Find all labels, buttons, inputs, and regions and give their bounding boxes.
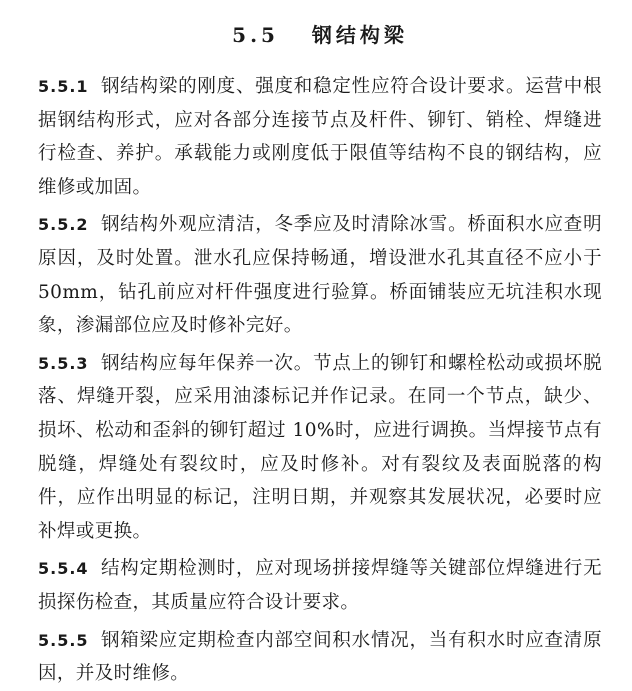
clause-5-5-2 (38, 208, 602, 342)
clause-number: 5.5.2 (38, 215, 89, 235)
section-heading (38, 20, 602, 50)
clause-5-5-1 (38, 70, 602, 204)
clause-number: 5.5.1 (38, 77, 89, 96)
clause-5-5-5 (38, 624, 602, 691)
section-number: 5.5 (232, 23, 279, 47)
clause-text: 钢箱梁应定期检查内部空间积水情况，当有积水时应查清原因，并及时维修。 (38, 629, 602, 685)
section-title: 钢结构梁 (311, 23, 408, 47)
clause-number: 5.5.3 (38, 353, 89, 373)
clause-5-5-3 (38, 347, 602, 549)
clause-number: 5.5.5 (38, 630, 89, 650)
clause-text: 结构定期检测时，应对现场拼接焊缝等关键部位焊缝进行无损探伤检查，其质量应符合设计要求。 (38, 558, 602, 613)
clause-5-5-4 (38, 552, 602, 619)
clause-text: 钢结构应每年保养一次。节点上的铆钉和螺栓松动或损坏脱落、焊缝开裂，应采用油漆标记并作记录。在同一个节点，缺少、损坏、松动和歪斜的铆钉超过 10%时，应进行调换。当焊接节点有脱缝，焊缝处有裂纹时，应及时修补。对有裂纹及表面脱落的构件，应作出明显的标记，注明日期，并观察其发展状况，必要时应补焊或更换。 (38, 352, 602, 542)
clause-number: 5.5.4 (38, 559, 89, 579)
clause-text: 钢结构梁的刚度、强度和稳定性应符合设计要求。运营中根据钢结构形式，应对各部分连接节点及杆件、铆钉、销栓、焊缝进行检查、养护。承载能力或刚度低于限值等结构不良的钢结构，应维修或加固。 (38, 76, 602, 198)
clause-text: 钢结构外观应清洁，冬季应及时清除冰雪。桥面积水应查明原因，及时处置。泄水孔应保持畅通，增设泄水孔其直径不应小于 50mm，钻孔前应对杆件强度进行验算。桥面铺装应无坑洼积水现象，渗漏部位应及时修补完好。 (38, 214, 602, 337)
